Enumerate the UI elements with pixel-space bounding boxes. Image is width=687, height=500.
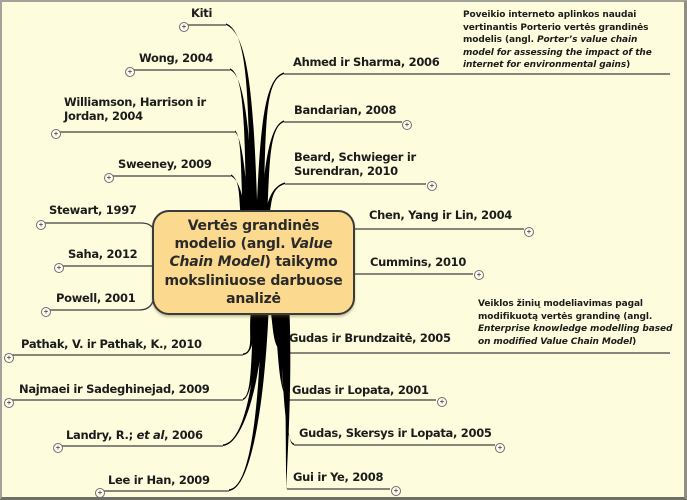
fold-icon-powell[interactable]: + <box>41 307 51 317</box>
fold-icon-gudas-lopata[interactable]: + <box>437 397 447 407</box>
annotation-porter-note[interactable]: Poveikio interneto aplinkos naudai vertinantis Porterio vertės grandinės modelis (angl. Porter’s value chain model for assessing the impact of the internet for environmental gains) <box>463 10 652 71</box>
fold-icon-cummins[interactable]: + <box>474 270 484 280</box>
node-label-pathak[interactable]: Pathak, V. ir Pathak, K., 2010 <box>21 337 202 351</box>
node-label-gudas-skersys[interactable]: Gudas, Skersys ir Lopata, 2005 <box>299 426 492 440</box>
fold-icon-chen[interactable]: + <box>524 227 534 237</box>
node-label-bandarian[interactable]: Bandarian, 2008 <box>294 103 397 117</box>
fold-icon-williamson[interactable]: + <box>51 129 61 139</box>
fold-icon-wong[interactable]: + <box>125 67 135 77</box>
branch-curve <box>223 313 265 446</box>
fold-icon-gui[interactable]: + <box>391 486 401 496</box>
node-label-kiti[interactable]: Kiti <box>191 6 213 20</box>
node-label-sweeney[interactable]: Sweeney, 2009 <box>118 157 212 171</box>
fold-icon-najmaei[interactable]: + <box>4 398 14 408</box>
fold-icon-beard[interactable]: + <box>427 181 437 191</box>
fold-icon-kiti[interactable]: + <box>179 22 189 32</box>
node-label-powell[interactable]: Powell, 2001 <box>56 291 136 305</box>
fold-icon-landry[interactable]: + <box>53 443 63 453</box>
node-label-lee[interactable]: Lee ir Han, 2009 <box>108 473 210 487</box>
fold-icon-lee[interactable]: + <box>95 488 105 498</box>
node-label-williamson[interactable]: Williamson, Harrison ir Jordan, 2004 <box>64 95 206 124</box>
annotation-enterprise-note[interactable]: Veiklos žinių modeliavimas pagal modifikuotą vertės grandinę (angl. Enterprise knowledge modelling based on modified Value Chain Model) <box>478 299 673 347</box>
node-label-saha[interactable]: Saha, 2012 <box>68 247 138 261</box>
fold-icon-saha[interactable]: + <box>54 263 64 273</box>
fold-icon-sweeney[interactable]: + <box>104 173 114 183</box>
fold-icon-bandarian[interactable]: + <box>402 120 412 130</box>
node-label-wong[interactable]: Wong, 2004 <box>139 51 213 65</box>
fold-icon-stewart[interactable]: + <box>36 220 46 230</box>
node-label-najmaei[interactable]: Najmaei ir Sadeghinejad, 2009 <box>19 382 210 396</box>
underline-stewart <box>37 223 154 230</box>
central-topic-text: Vertės grandinės modelio (angl. Value Chain Model) taikymo moksliniuose darbuose analizė <box>164 218 343 307</box>
node-label-stewart[interactable]: Stewart, 1997 <box>49 203 137 217</box>
central-topic-node[interactable] <box>152 210 355 315</box>
node-label-gui[interactable]: Gui ir Ye, 2008 <box>293 470 384 484</box>
node-label-gudas-brundzaite[interactable]: Gudas ir Brundzaitė, 2005 <box>289 331 451 345</box>
node-label-gudas-lopata[interactable]: Gudas ir Lopata, 2001 <box>292 383 429 397</box>
node-label-cummins[interactable]: Cummins, 2010 <box>370 255 467 269</box>
node-label-ahmed[interactable]: Ahmed ir Sharma, 2006 <box>293 55 440 69</box>
fold-icon-gudas-skersys[interactable]: + <box>495 443 505 453</box>
node-label-beard[interactable]: Beard, Schwieger ir Surendran, 2010 <box>294 150 416 179</box>
node-label-chen[interactable]: Chen, Yang ir Lin, 2004 <box>369 208 512 222</box>
node-label-landry[interactable]: Landry, R.; et al, 2006 <box>66 428 203 442</box>
fold-icon-pathak[interactable]: + <box>4 353 14 363</box>
